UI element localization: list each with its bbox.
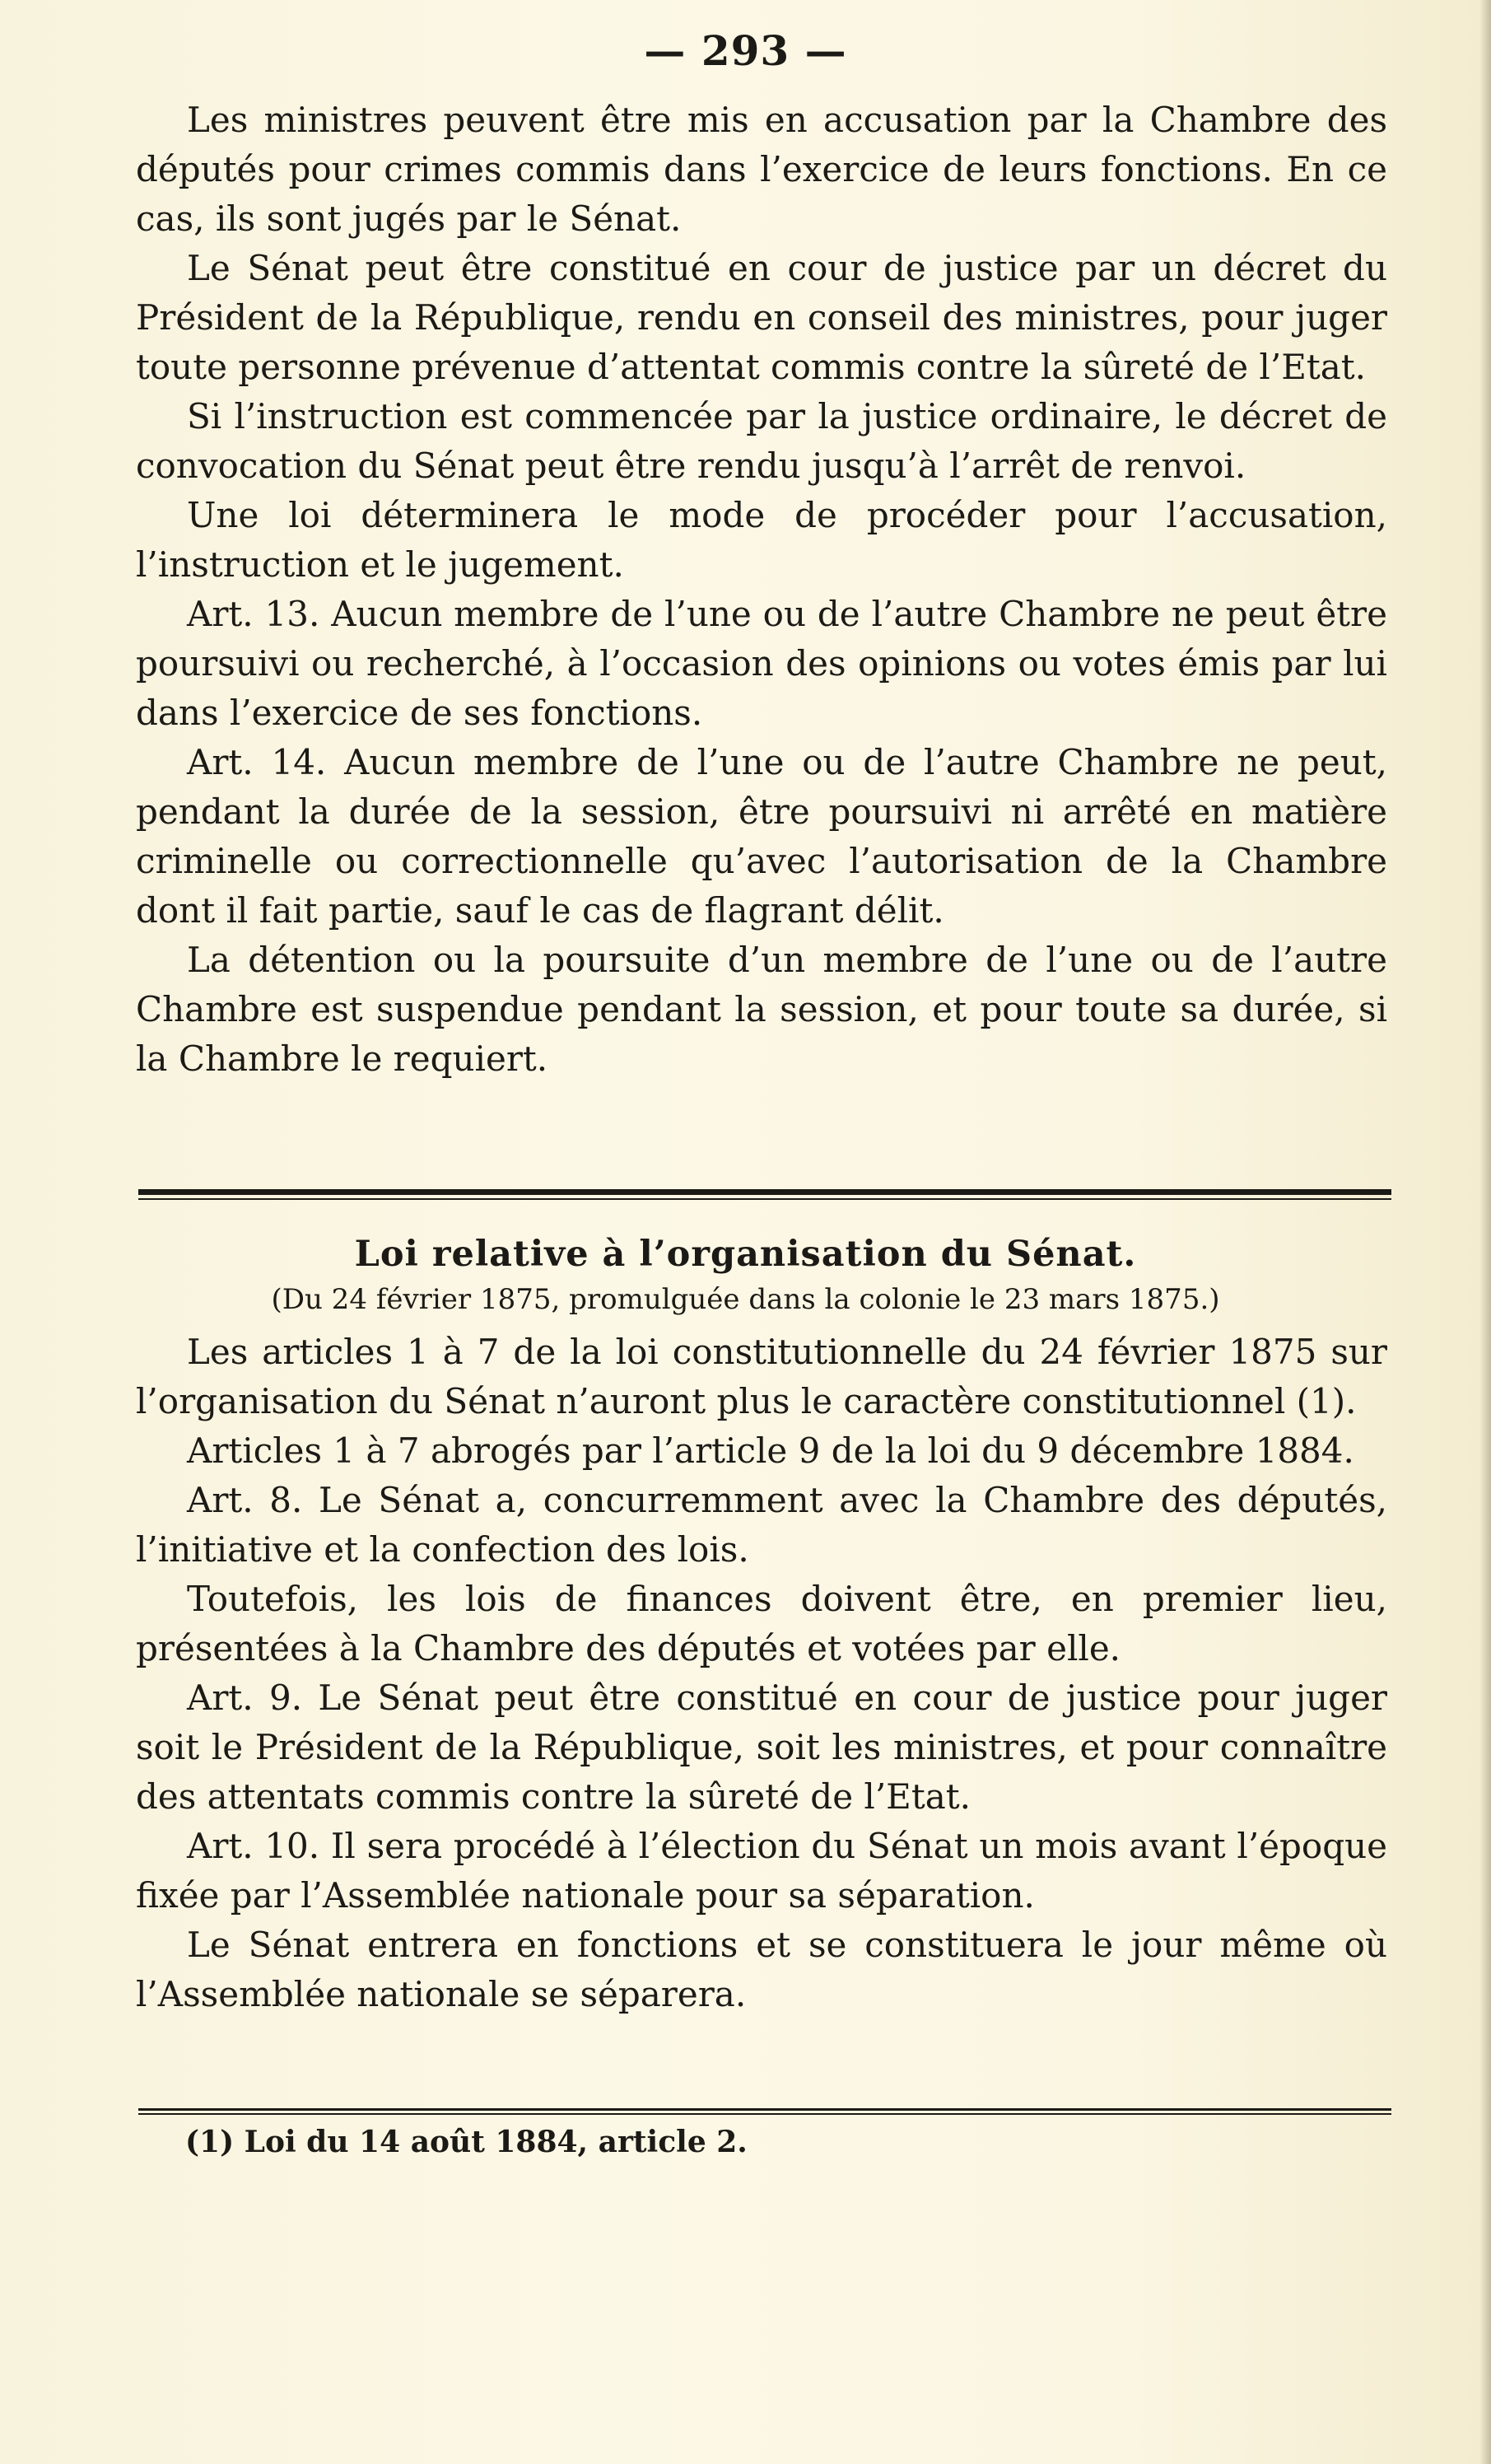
paragraph: Toutefois, les lois de finances doivent être, en premier lieu, présentées à la Chambre des députés et votées par elle.: [136, 1579, 1387, 1668]
paragraph: La détention ou la poursuite d’un membre de l’une ou de l’autre Chambre est suspendue pendant la session, et pour toute sa durée, si la Chambre le requiert.: [136, 940, 1387, 1079]
section-2-text: [136, 1328, 1387, 2019]
paragraph: Les ministres peuvent être mis en accusation par la Chambre des députés pour crimes commis dans l’exercice de leurs fonctions. En ce cas, ils sont jugés par le Sénat.: [136, 100, 1387, 239]
page-edge-shadow: [1479, 0, 1491, 2464]
section-subtitle: (Du 24 février 1875, promulguée dans la colonie le 23 mars 1875.): [271, 1283, 1220, 1316]
footnote-divider: [138, 2108, 1391, 2115]
paragraph: Les articles 1 à 7 de la loi constitutionnelle du 24 février 1875 sur l’organisation du Sénat n’auront plus le caractère constitutionnel (1).: [136, 1332, 1387, 1421]
paragraph-art-13: Art. 13. Aucun membre de l’une ou de l’autre Chambre ne peut être poursuivi ou recherché, à l’occasion des opinions ou votes émis par lui dans l’exercice de ses fonctions.: [136, 594, 1387, 733]
paragraph: Le Sénat entrera en fonctions et se constituera le jour même où l’Assemblée nationale se séparera.: [136, 1925, 1387, 2014]
section-title: Loi relative à l’organisation du Sénat.: [354, 1234, 1137, 1275]
paragraph: Une loi déterminera le mode de procéder pour l’accusation, l’instruction et le jugement.: [136, 495, 1387, 585]
paragraph: Si l’instruction est commencée par la justice ordinaire, le décret de convocation du Sénat peut être rendu jusqu’à l’arrêt de renvoi.: [136, 396, 1387, 486]
paragraph: Le Sénat peut être constitué en cour de justice par un décret du Président de la République, rendu en conseil des ministres, pour juger toute personne prévenue d’attentat commis contre la sûreté de l’Etat.: [136, 248, 1387, 387]
footnote: (1) Loi du 14 août 1884, article 2.: [185, 2125, 748, 2159]
section-1-text: [136, 96, 1387, 1084]
page-number: — 293 —: [644, 26, 847, 75]
paragraph-art-14: Art. 14. Aucun membre de l’une ou de l’autre Chambre ne peut, pendant la durée de la session, être poursuivi ni arrêté en matière criminelle ou correctionnelle qu’avec l’autorisation de la Chambre dont il fait partie, sauf le cas de flagrant délit.: [136, 742, 1387, 931]
section-divider: [138, 1189, 1391, 1200]
paragraph-art-8: Art. 8. Le Sénat a, concurremment avec la Chambre des députés, l’initiative et la confection des lois.: [136, 1480, 1387, 1570]
paragraph-art-10: Art. 10. Il sera procédé à l’élection du Sénat un mois avant l’époque fixée par l’Assemblée nationale pour sa séparation.: [136, 1826, 1387, 1916]
paragraph: Articles 1 à 7 abrogés par l’article 9 de la loi du 9 décembre 1884.: [187, 1430, 1354, 1471]
paragraph-art-9: Art. 9. Le Sénat peut être constitué en cour de justice pour juger soit le Président de la République, soit les ministres, et pour connaître des attentats commis contre la sûreté de l’Etat.: [136, 1678, 1387, 1817]
